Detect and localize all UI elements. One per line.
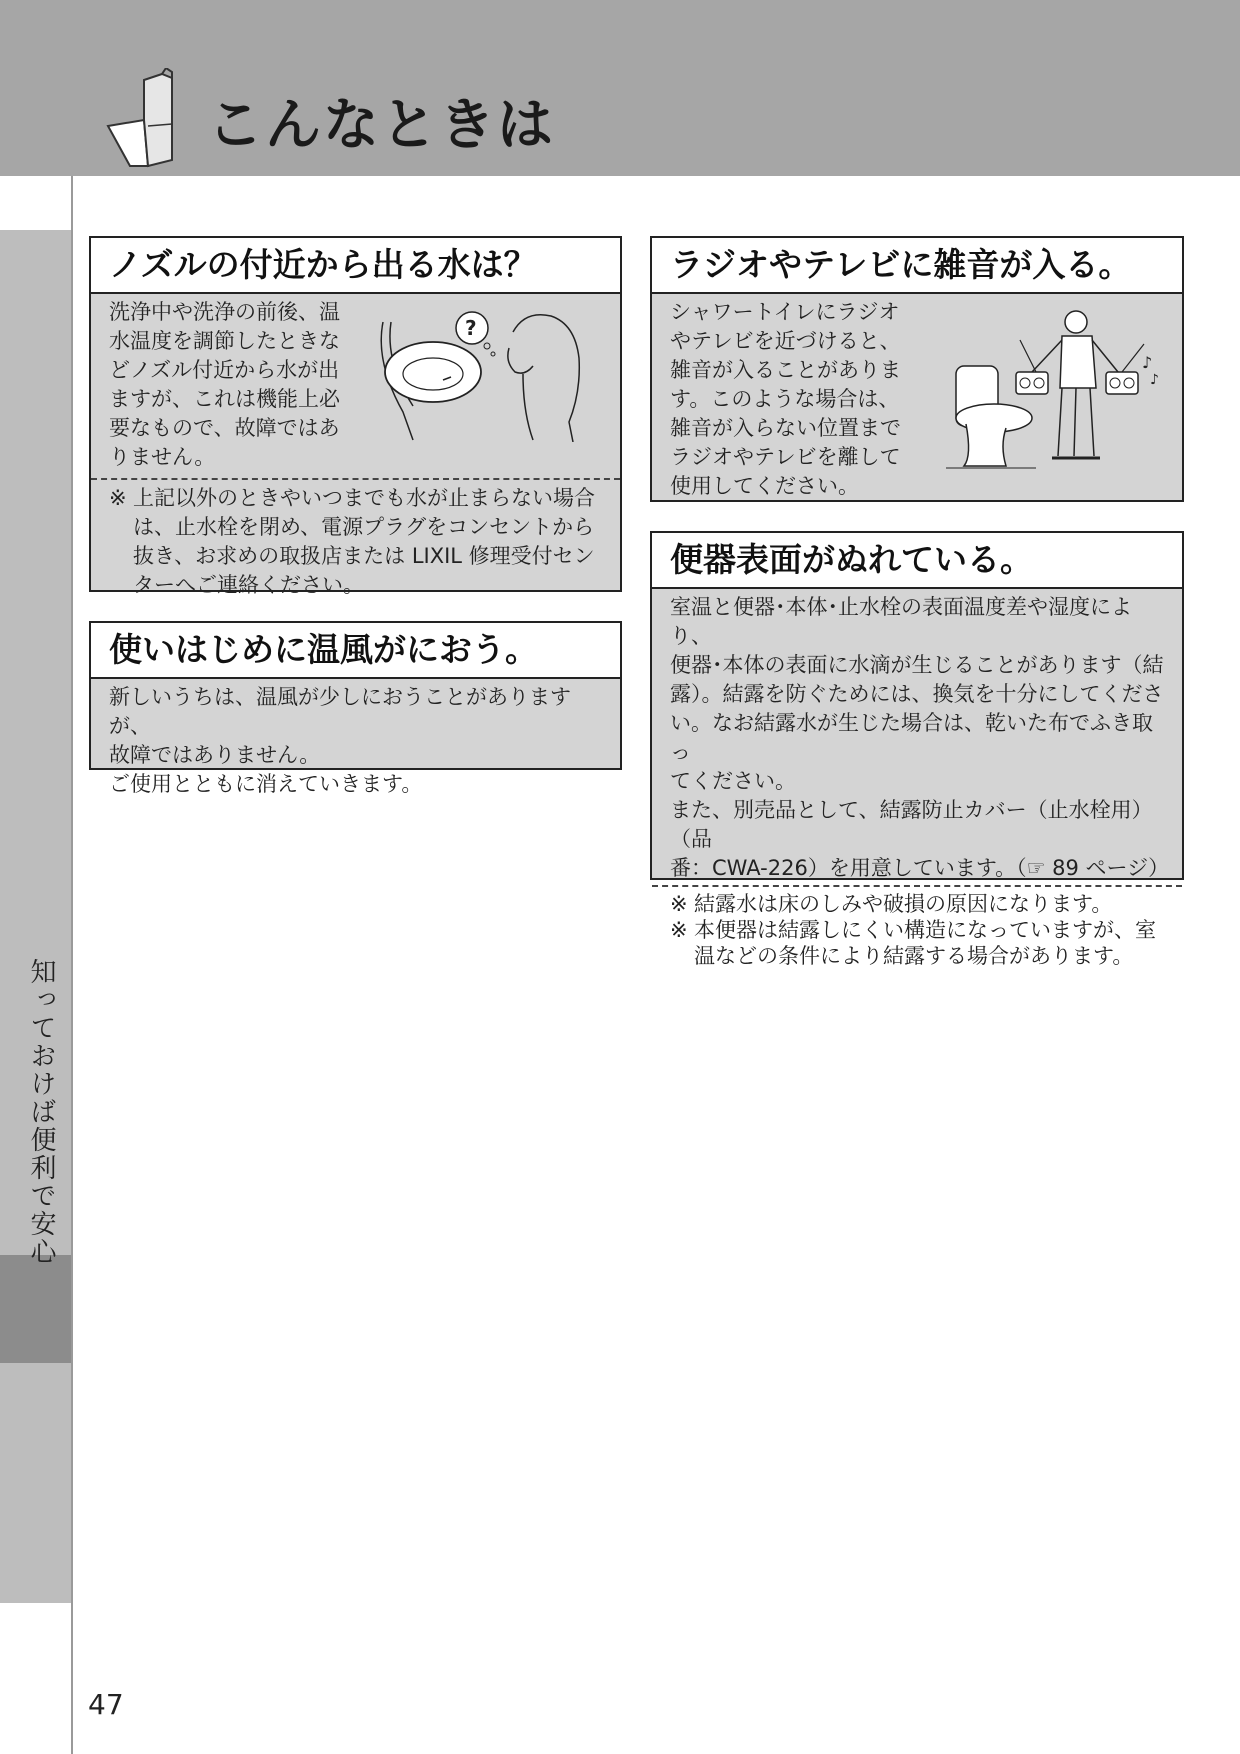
body-line: 要なもので、故障ではあ — [109, 416, 340, 440]
body-line: 露）。結露を防ぐためには、換気を十分にしてくださ — [670, 682, 1164, 706]
note-item: ※ 上記以外のときやいつまでも水が止まらない場合は、止水栓を閉め、電源プラグをコンセントから抜き、お求めの取扱店または LIXIL 修理受付センターへご連絡ください。 — [109, 484, 602, 600]
section-body — [652, 589, 1182, 883]
svg-text:?: ? — [465, 316, 477, 340]
note-item: ※ 結露水は床のしみや破損の原因になります。 — [670, 891, 1164, 917]
body-line: ご使用とともに消えていきます。 — [109, 772, 423, 796]
body-line: 室温と便器･本体･止水栓の表面温度差や湿度により、 — [670, 595, 1132, 648]
section-body — [91, 679, 620, 799]
side-tab — [0, 1363, 71, 1603]
section-title: 使いはじめに温風がにおう。 — [91, 623, 620, 679]
body-line: りません。 — [109, 445, 216, 469]
body-line: ますが、これは機能上必 — [109, 387, 340, 411]
note-item: ※ 本便器は結露しにくい構造になっていますが、室温などの条件により結露する場合があります。 — [670, 917, 1164, 969]
body-line: 洗浄中や洗浄の前後、温 — [109, 300, 340, 324]
body-line: やテレビを近づけると、 — [670, 329, 901, 353]
body-line: てください。 — [670, 769, 796, 793]
margin-divider — [71, 176, 73, 1754]
radio-noise-section — [650, 236, 1184, 502]
body-line: 便器･本体の表面に水滴が生じることがあります（結 — [670, 653, 1164, 677]
side-tab-active — [0, 1255, 71, 1363]
body-line: 新しいうちは、温風が少しにおうことがありますが、 — [109, 685, 571, 738]
section-body — [91, 294, 372, 472]
body-line: 使用してください。 — [670, 474, 859, 498]
body-line: 雑音が入らない位置まで — [670, 416, 901, 440]
body-line: また、別売品として、結露防止カバー（止水栓用）（品 — [670, 798, 1153, 851]
section-body — [652, 294, 938, 501]
warm-air-smell-section — [89, 621, 622, 796]
body-line: シャワートイレにラジオ — [670, 300, 900, 324]
svg-text:♪: ♪ — [1142, 353, 1153, 372]
svg-text:♪: ♪ — [1150, 372, 1159, 388]
radio-toilet-illustration — [936, 306, 1166, 476]
page-number: 47 — [88, 1688, 124, 1721]
section-label: 知っておけば便利で安心 — [26, 958, 56, 1266]
nozzle-illustration — [373, 302, 613, 442]
condensation-section — [650, 531, 1184, 968]
section-title: ノズルの付近から出る水は？ — [91, 238, 620, 294]
body-line: い。なお結露水が生じた場合は、乾いた布でふき取っ — [670, 711, 1153, 764]
body-line: 水温度を調節したときな — [109, 329, 340, 353]
page-title: こんなときは — [207, 93, 555, 158]
nozzle-water-section — [89, 236, 622, 597]
body-line: す。このような場合は、 — [670, 387, 900, 411]
body-line: どノズル付近から水が出 — [109, 358, 340, 382]
section-title: ラジオやテレビに雑音が入る。 — [652, 238, 1182, 294]
body-line: 雑音が入ることがありま — [670, 358, 901, 382]
page-header — [0, 0, 1240, 176]
body-line: 故障ではありません。 — [109, 743, 321, 767]
body-line: ラジオやテレビを離して — [670, 445, 901, 469]
section-title: 便器表面がぬれている。 — [652, 533, 1182, 589]
note-area — [652, 885, 1182, 969]
note-area — [91, 478, 620, 600]
toilet-icon — [104, 68, 178, 168]
body-line: 番：CWA-226）を用意しています。（☞ 89 ページ） — [670, 856, 1170, 880]
